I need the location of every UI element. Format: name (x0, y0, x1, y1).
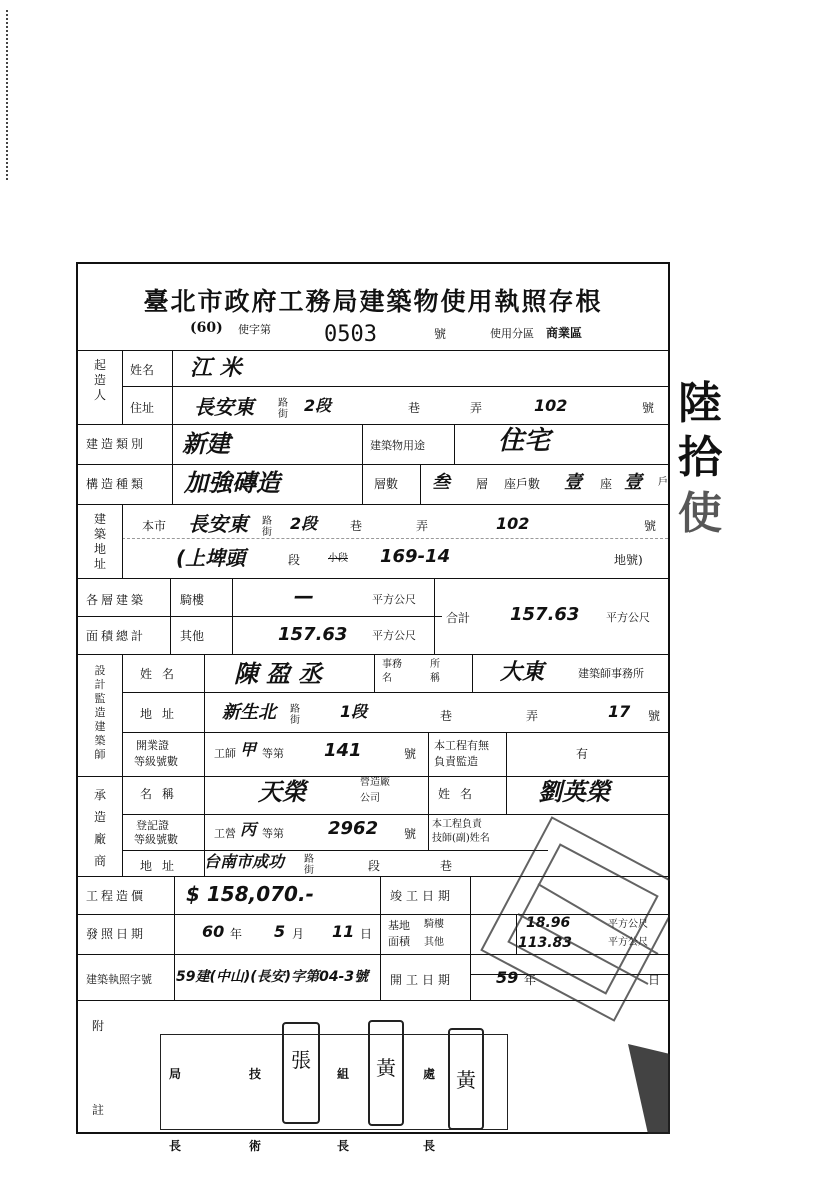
applicant-group-label: 起造人 (93, 358, 106, 402)
contractor-cert-suffix: 號 (404, 827, 417, 841)
designer-cert-suffix: 號 (404, 747, 417, 761)
area-row1-label: 騎樓 (180, 593, 205, 607)
designer-addr-no-suffix: 號 (648, 709, 661, 723)
designer-cert-no: 141 (324, 740, 362, 761)
license-stub-form (76, 262, 670, 1153)
area-row2-label: 其他 (180, 629, 205, 643)
site-road-label: 路街 (262, 516, 272, 538)
start-day-unit: 日 (648, 973, 661, 987)
contractor-name-value: 天榮 (258, 778, 306, 806)
applicant-sec: 2段 (304, 396, 332, 415)
overlapping-seal-stamp (478, 804, 670, 1134)
units-value: 壹 (564, 472, 582, 493)
area-row1-unit: 平方公尺 (372, 593, 416, 606)
designer-cert-char: 等第 (262, 747, 284, 760)
area-row1-value: — (294, 584, 314, 608)
contractor-addr-road: 路街 (304, 854, 314, 876)
issue-month: 5 (274, 922, 286, 941)
designer-addr-sec: 1段 (340, 702, 368, 721)
site-road-value: 長安東 (188, 512, 248, 536)
contractor-addr-sec: 段 (368, 859, 381, 873)
issue-day: 11 (332, 922, 355, 941)
contractor-cert-prefix: 工營 (214, 827, 236, 840)
site-land-suffix: 地號) (614, 553, 643, 567)
applicant-no-suffix: 號 (642, 401, 655, 415)
attach-label-1: 附 (92, 1019, 105, 1033)
site-group-label: 建築地址 (93, 512, 106, 571)
issue-year-unit: 年 (230, 927, 243, 941)
base-label-1: 基地 (388, 919, 410, 932)
area-total-unit: 平方公尺 (606, 611, 650, 624)
area-total-label: 合計 (446, 611, 471, 625)
seal-col-4: 處長 (422, 1067, 435, 1153)
seal-col-3: 組長 (336, 1067, 349, 1153)
designer-addr-road: 路街 (290, 704, 300, 726)
floors-label: 層數 (374, 477, 399, 491)
site-alley: 弄 (416, 519, 429, 533)
completion-label: 竣工日期 (390, 889, 455, 903)
applicant-alley: 弄 (470, 401, 483, 415)
designer-office-suffix: 建築師事務所 (578, 667, 644, 680)
designer-supervise-label1: 本工程有無 (434, 739, 489, 752)
issue-year: 60 (202, 922, 225, 941)
designer-cert-grade: 甲 (240, 740, 257, 759)
license-prefix: (60) (190, 320, 223, 336)
license-number: 0503 (324, 322, 377, 347)
contractor-cert-label1: 登記證 (136, 819, 169, 832)
contractor-tech-label2: 技師(副)姓名 (432, 833, 490, 844)
designer-cert-label2: 等級號數 (134, 755, 178, 768)
contractor-group-label: 承造廠商 (93, 788, 106, 868)
designer-addr-label: 地址 (140, 707, 185, 721)
contractor-addr-label: 地址 (140, 859, 185, 873)
area-total-value: 157.63 (510, 604, 580, 625)
area-row2-unit: 平方公尺 (372, 629, 416, 642)
issue-day-unit: 日 (360, 927, 373, 941)
applicant-addr-label: 住址 (130, 401, 155, 415)
designer-addr-alley: 弄 (526, 709, 539, 723)
margin-char-2: 拾 (678, 432, 722, 483)
zone-label: 使用分區 (490, 327, 534, 340)
designer-office-label4: 稱 (430, 673, 440, 684)
build-type-label: 建造類別 (86, 437, 147, 451)
start-year-unit: 年 (524, 973, 537, 987)
designer-addr-value: 新生北 (222, 702, 276, 723)
area-label-2: 面積總計 (86, 629, 147, 643)
site-lane: 巷 (350, 519, 363, 533)
site-city: 本市 (142, 519, 167, 533)
designer-group-label: 設計監造建築師 (94, 664, 106, 761)
applicant-name-value: 江 米 (190, 356, 242, 381)
site-land-sec: 段 (288, 553, 301, 567)
build-type-value: 新建 (182, 430, 230, 458)
designer-name-label: 姓名 (140, 667, 185, 681)
designer-cert-prefix: 工師 (214, 747, 236, 760)
scan-edge-dots (6, 10, 12, 180)
households-value: 壹 (624, 472, 642, 493)
issue-month-unit: 月 (292, 927, 305, 941)
site-land-sub: 小段 (328, 553, 348, 564)
base-row1-label: 騎樓 (424, 919, 444, 930)
applicant-no: 102 (534, 396, 568, 415)
seal-col-1: 局長 (168, 1067, 181, 1153)
site-no-suffix: 號 (644, 519, 657, 533)
units-unit: 座 (600, 477, 613, 491)
contractor-name-label: 名稱 (140, 787, 185, 801)
site-land-no: 169-14 (380, 546, 451, 567)
contractor-addr-lane: 巷 (440, 859, 453, 873)
cost-value: $ 158,070.- (186, 882, 314, 906)
structure-label: 構造種類 (86, 477, 147, 491)
build-use-value: 住宅 (498, 426, 551, 456)
signature-seal-1: 張 (282, 1022, 320, 1124)
issue-label: 發照日期 (86, 927, 147, 941)
floors-value: 叁 (432, 472, 450, 493)
contractor-name-suffix1: 營造廠 (360, 777, 390, 788)
contractor-cert-no: 2962 (328, 818, 379, 839)
designer-office-label2: 名 (382, 673, 392, 684)
license-suffix: 號 (434, 327, 447, 341)
site-sec: 2段 (290, 514, 318, 533)
start-label: 開工日期 (390, 973, 455, 987)
units-label: 座戶數 (504, 477, 541, 491)
floors-unit: 層 (476, 477, 489, 491)
margin-char-1: 陸 (678, 378, 722, 429)
base-row1-unit: 平方公尺 (608, 919, 648, 930)
build-use-label: 建築物用途 (370, 439, 425, 452)
form-title: 臺北市政府工務局建築物使用執照存根 (143, 287, 603, 316)
designer-office-value: 大東 (500, 660, 545, 685)
contractor-cert-grade: 丙 (240, 820, 257, 839)
signature-seal-2: 黃 (368, 1020, 404, 1126)
cost-label: 工程造價 (86, 889, 147, 903)
attach-label-2: 註 (92, 1103, 105, 1117)
applicant-addr-value: 長安東 (194, 395, 254, 419)
permit-label: 建築執照字號 (86, 973, 152, 986)
structure-value: 加強磚造 (184, 469, 280, 497)
applicant-name-label: 姓名 (130, 363, 155, 377)
designer-name-value: 陳盈丞 (234, 660, 330, 688)
contractor-cert-char: 等第 (262, 827, 284, 840)
base-row1-value: 18.96 (526, 915, 571, 931)
base-row2-value: 113.83 (518, 935, 573, 951)
designer-office-label1: 事務 (382, 659, 402, 670)
contractor-tech-label1: 本工程負責 (432, 819, 482, 830)
contractor-person-value: 劉英榮 (538, 778, 610, 806)
designer-addr-no: 17 (608, 702, 631, 721)
base-row2-unit: 平方公尺 (608, 937, 648, 948)
designer-office-label3: 所 (430, 659, 440, 670)
designer-supervise-label2: 負責監造 (434, 755, 478, 768)
designer-cert-label1: 開業證 (136, 739, 169, 752)
applicant-lane: 巷 (408, 401, 421, 415)
start-year: 59 (496, 968, 519, 987)
contractor-cert-label2: 等級號數 (134, 833, 178, 846)
contractor-addr-value: 台南市成功 (204, 852, 285, 871)
base-label-2: 面積 (388, 935, 410, 948)
site-land-prefix: (上埤頭 (176, 546, 246, 570)
designer-supervise-value: 有 (576, 747, 589, 761)
base-row1-label2: 其他 (424, 937, 444, 948)
households-unit: 戶 (658, 477, 668, 488)
zone-value: 商業區 (546, 326, 583, 340)
area-label-1: 各層建築 (86, 593, 147, 607)
applicant-road-label: 路街 (278, 398, 288, 420)
seal-col-2: 技術 (248, 1067, 261, 1153)
license-char: 使字第 (238, 323, 271, 336)
area-row2-value: 157.63 (278, 624, 348, 645)
signature-seal-3: 黃 (448, 1028, 484, 1130)
contractor-person-label: 姓名 (438, 787, 483, 801)
site-no: 102 (496, 514, 530, 533)
permit-value: 59建(中山)(長安)字第04-3號 (176, 969, 369, 985)
margin-char-3: 使 (678, 488, 722, 539)
contractor-name-suffix2: 公司 (360, 793, 380, 804)
designer-addr-lane: 巷 (440, 709, 453, 723)
